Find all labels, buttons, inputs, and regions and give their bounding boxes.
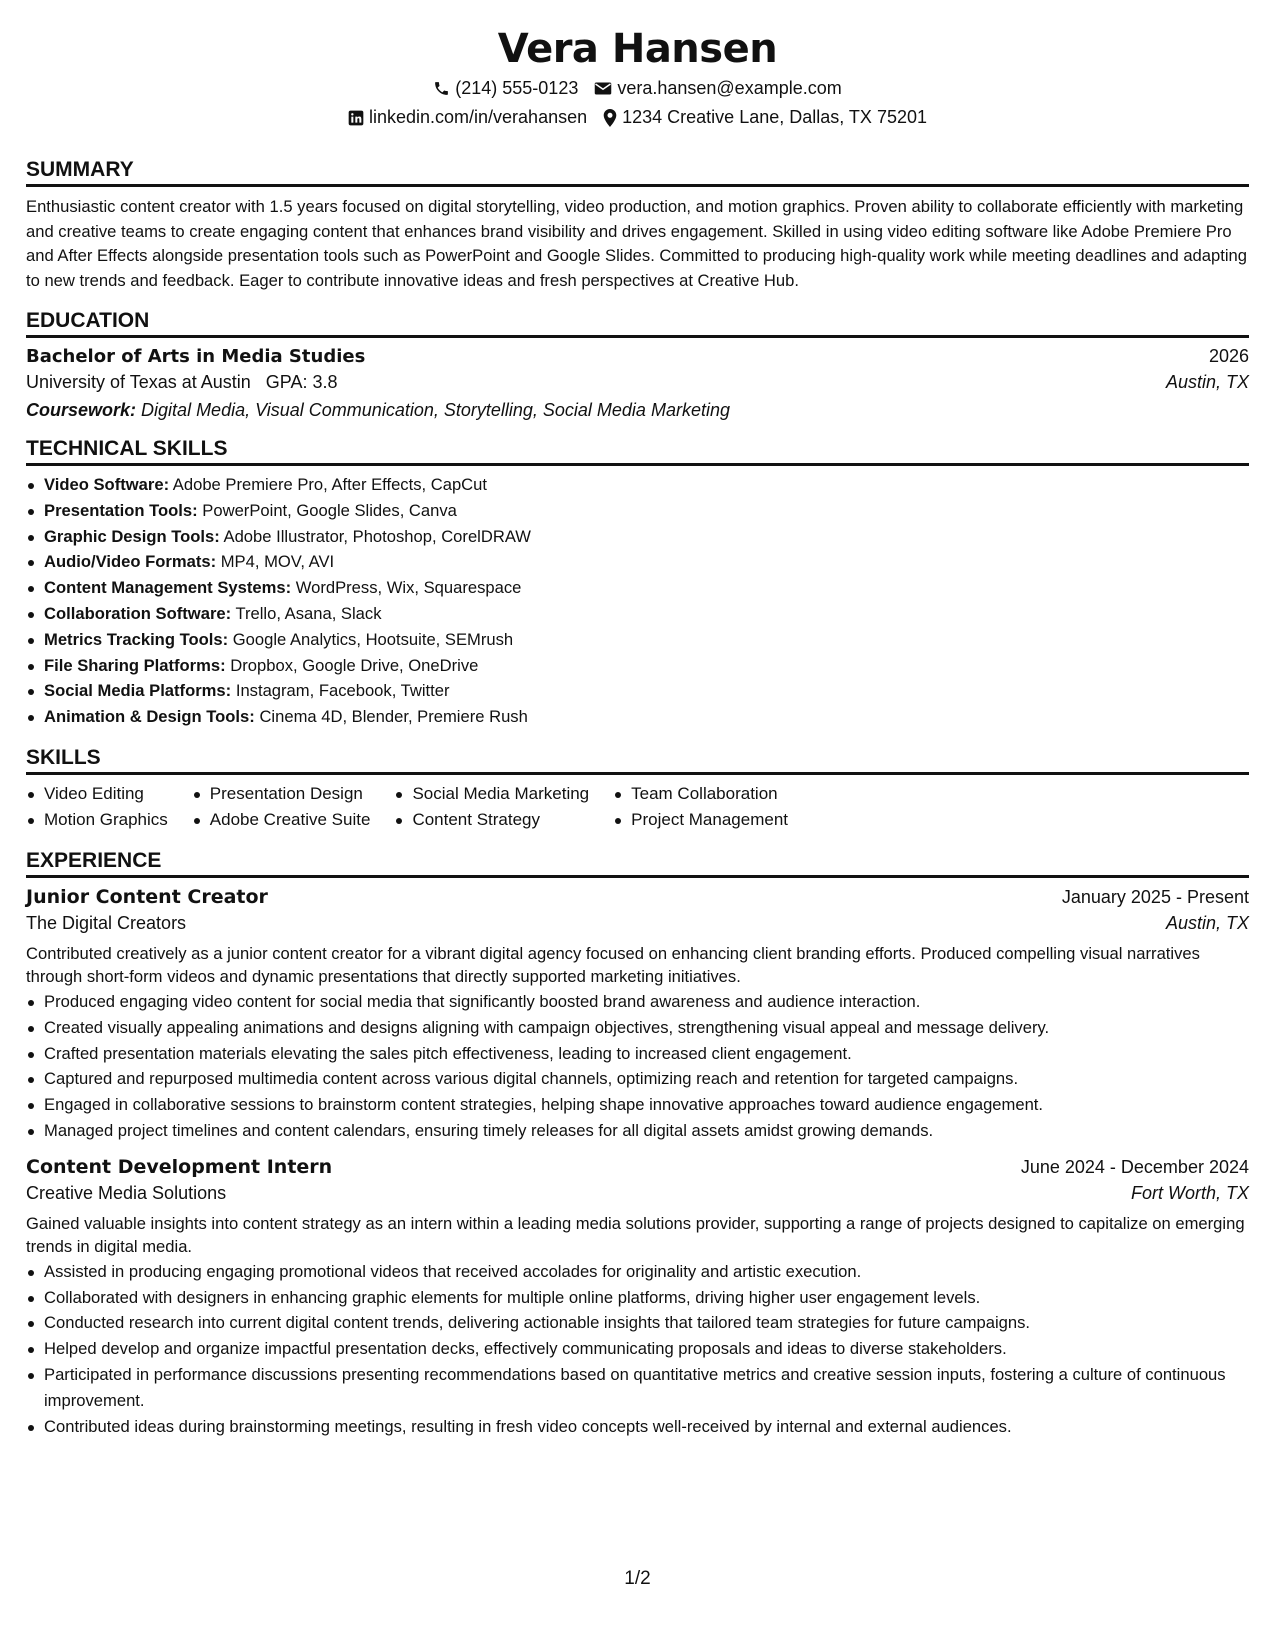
coursework-label: Coursework:	[26, 400, 137, 420]
list-item: File Sharing Platforms: Dropbox, Google Drive, OneDrive	[26, 653, 1249, 679]
job-entry	[26, 1156, 1249, 1440]
phone-icon	[433, 80, 450, 97]
summary-text: Enthusiastic content creator with 1.5 years focused on digital storytelling, video production, and motion graphics. Proven ability to collaborate efficiently with marketing and creative teams to create engaging content that enhances brand visibility and drives engagement. Skilled in using video editing software like Adobe Premiere Pro and After Effects alongside presentation tools such as PowerPoint and Google Slides. Committed to producing high-quality work while meeting deadlines and adapting to new trends and feedback. Eager to contribute innovative ideas and fresh perspectives at Creative Hub.	[26, 197, 1247, 290]
job-entry	[26, 886, 1249, 1144]
list-item: Collaborated with designers in enhancing graphic elements for multiple online platforms, driving higher user engagement levels.	[26, 1285, 1249, 1311]
list-item: Social Media Marketing	[394, 781, 589, 807]
list-item: Helped develop and organize impactful presentation decks, effectively communicating proposals and ideas to diverse stakeholders.	[26, 1336, 1249, 1362]
list-item: Presentation Tools: PowerPoint, Google Slides, Canva	[26, 498, 1249, 524]
skills-column	[613, 781, 788, 833]
skills-grid	[26, 781, 1249, 833]
job-bullets	[26, 1259, 1249, 1440]
list-item: Engaged in collaborative sessions to brainstorm content strategies, helping shape innovative approaches toward audience engagement.	[26, 1092, 1249, 1118]
list-item: Project Management	[613, 807, 788, 833]
list-item: Captured and repurposed multimedia content across various digital channels, optimizing reach and retention for targeted campaigns.	[26, 1066, 1249, 1092]
list-item: Graphic Design Tools: Adobe Illustrator, Photoshop, CorelDRAW	[26, 524, 1249, 550]
linkedin-text: linkedin.com/in/verahansen	[368, 107, 588, 127]
list-item: Managed project timelines and content calendars, ensuring timely releases for all digital assets amidst growing demands.	[26, 1118, 1249, 1144]
list-item: Produced engaging video content for social media that significantly boosted brand awareness and audience interaction.	[26, 989, 1249, 1015]
summary-heading: SUMMARY	[26, 158, 1249, 187]
company-name: The Digital Creators	[26, 912, 187, 933]
linkedin-icon	[348, 110, 364, 126]
job-dates: June 2024 - December 2024	[1020, 1156, 1249, 1177]
experience-heading: EXPERIENCE	[26, 849, 1249, 878]
phone-contact	[433, 78, 578, 99]
skills-column	[26, 781, 168, 833]
skills-column	[394, 781, 589, 833]
linkedin-contact[interactable]	[348, 107, 587, 128]
job-title: Junior Content Creator	[26, 885, 268, 908]
phone-text: (214) 555-0123	[455, 78, 579, 98]
graduation-year: 2026	[1208, 346, 1249, 366]
list-item: Team Collaboration	[613, 781, 788, 807]
email-text: vera.hansen@example.com	[617, 78, 842, 98]
email-contact[interactable]	[594, 78, 841, 99]
resume-page	[26, 0, 1249, 1439]
list-item: Content Management Systems: WordPress, Wix, Squarespace	[26, 575, 1249, 601]
list-item: Collaboration Software: Trello, Asana, Slack	[26, 601, 1249, 627]
contact-line-2	[26, 107, 1249, 128]
skills-column	[192, 781, 371, 833]
list-item: Animation & Design Tools: Cinema 4D, Blender, Premiere Rush	[26, 704, 1249, 730]
list-item: Contributed ideas during brainstorming meetings, resulting in fresh video concepts well-received by internal and external audiences.	[26, 1414, 1249, 1440]
list-item: Social Media Platforms: Instagram, Facebook, Twitter	[26, 678, 1249, 704]
address-contact	[603, 107, 927, 128]
education-entry	[26, 346, 1249, 421]
technical-skills-heading: TECHNICAL SKILLS	[26, 437, 1249, 466]
gpa: GPA: 3.8	[265, 372, 338, 392]
list-item: Participated in performance discussions presenting recommendations based on quantitative metrics and creative session inputs, fostering a culture of continuous improvement.	[26, 1362, 1249, 1414]
school-name: University of Texas at Austin	[26, 372, 251, 392]
job-description: Gained valuable insights into content strategy as an intern within a leading media solutions provider, supporting a range of projects designed to capitalize on emerging trends in digital media.	[26, 1213, 1245, 1257]
envelope-icon	[594, 81, 612, 96]
job-location: Austin, TX	[1165, 912, 1249, 933]
list-item: Video Software: Adobe Premiere Pro, After Effects, CapCut	[26, 472, 1249, 498]
school-location: Austin, TX	[1165, 372, 1249, 392]
job-title: Content Development Intern	[26, 1155, 333, 1178]
skills-heading: SKILLS	[26, 746, 1249, 775]
technical-skills-list	[26, 472, 1249, 730]
list-item: Adobe Creative Suite	[192, 807, 371, 833]
list-item: Presentation Design	[192, 781, 371, 807]
list-item: Video Editing	[26, 781, 168, 807]
job-description: Contributed creatively as a junior content creator for a vibrant digital agency focused on enhancing client branding efforts. Produced compelling visual narratives through short-form videos and dynamic presentations that directly supported marketing initiatives.	[26, 943, 1200, 987]
list-item: Conducted research into current digital content trends, delivering actionable insights that tailored team strategies for future campaigns.	[26, 1310, 1249, 1336]
coursework-list: Digital Media, Visual Communication, Storytelling, Social Media Marketing	[141, 400, 730, 420]
job-dates: January 2025 - Present	[1061, 886, 1249, 907]
list-item: Assisted in producing engaging promotional videos that received accolades for originality and artistic execution.	[26, 1259, 1249, 1285]
contact-line-1	[26, 78, 1249, 99]
job-location: Fort Worth, TX	[1130, 1182, 1249, 1203]
page-number: 1/2	[624, 1568, 651, 1589]
degree-title: Bachelor of Arts in Media Studies	[26, 346, 366, 367]
list-item: Metrics Tracking Tools: Google Analytics, Hootsuite, SEMrush	[26, 627, 1249, 653]
job-bullets	[26, 989, 1249, 1144]
list-item: Content Strategy	[394, 807, 589, 833]
list-item: Crafted presentation materials elevating the sales pitch effectiveness, leading to increased client engagement.	[26, 1041, 1249, 1067]
list-item: Created visually appealing animations and designs aligning with campaign objectives, strengthening visual appeal and message delivery.	[26, 1015, 1249, 1041]
candidate-name: Vera Hansen	[497, 26, 778, 72]
coursework	[26, 400, 1249, 421]
map-marker-icon	[603, 109, 617, 127]
list-item: Motion Graphics	[26, 807, 168, 833]
address-text: 1234 Creative Lane, Dallas, TX 75201	[622, 107, 927, 127]
education-heading: EDUCATION	[26, 309, 1249, 338]
company-name: Creative Media Solutions	[26, 1182, 227, 1203]
list-item: Audio/Video Formats: MP4, MOV, AVI	[26, 549, 1249, 575]
